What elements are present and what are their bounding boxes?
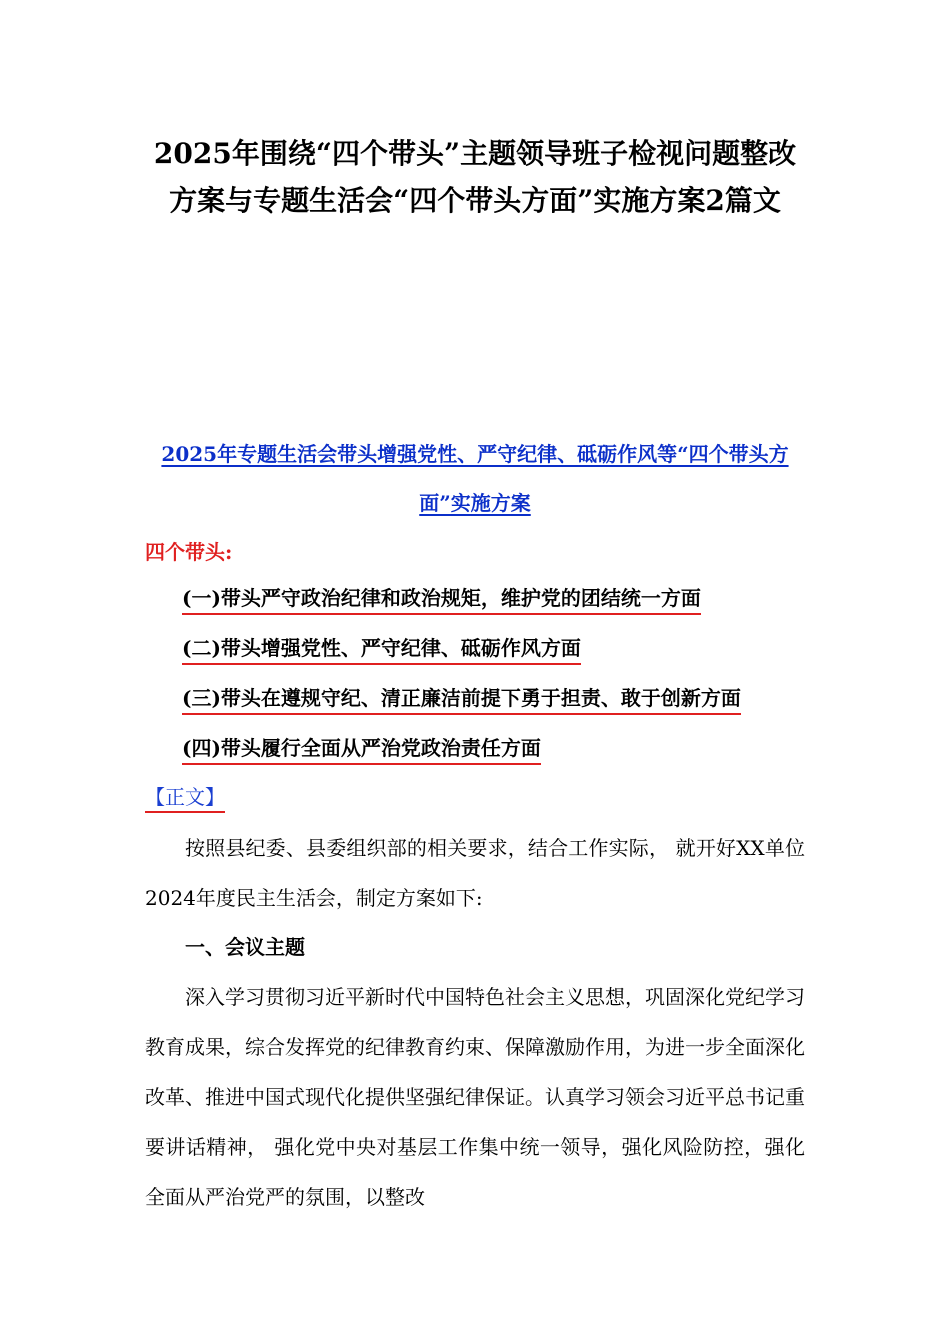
document-subtitle-link[interactable] xyxy=(140,430,810,528)
section-label: 四个带头: xyxy=(145,540,233,564)
body-marker-link[interactable]: 【正文】 xyxy=(145,783,225,813)
document-title: 2025年围绕“四个带头”主题领导班子检视问题整改方案与专题生活会“四个带头方面”实施方案2篇文 xyxy=(153,137,797,217)
toc-item-3[interactable]: (三)带头在遵规守纪、清正廉洁前提下勇于担责、敢于创新方面 xyxy=(182,684,741,715)
toc-item-4[interactable]: (四)带头履行全面从严治党政治责任方面 xyxy=(182,734,541,765)
subtitle-text[interactable]: 2025年专题生活会带头增强党性、严守纪律、砥砺作风等“四个带头方面”实施方案 xyxy=(161,442,789,515)
body-paragraph-1: 深入学习贯彻习近平新时代中国特色社会主义思想，巩固深化党纪学习教育成果，综合发挥党的纪律教育约束、保障激励作用，为进一步全面深化改革、推进中国式现代化提供坚强纪律保证。认真学习领会习近平总书记重要讲话精神， 强化党中央对基层工作集中统一领导，强化风险防控，强化全面从严治党严的氛围，以整改 xyxy=(145,985,805,1209)
intro-paragraph: 按照县纪委、县委组织部的相关要求，结合工作实际， 就开好XX单位2024年度民主生活会，制定方案如下: xyxy=(145,836,805,910)
toc-item-2[interactable]: (二)带头增强党性、严守纪律、砥砺作风方面 xyxy=(182,634,581,665)
toc-item-1[interactable]: (一)带头严守政治纪律和政治规矩，维护党的团结统一方面 xyxy=(182,584,701,615)
section-heading-1: 一、会议主题 xyxy=(185,935,305,959)
